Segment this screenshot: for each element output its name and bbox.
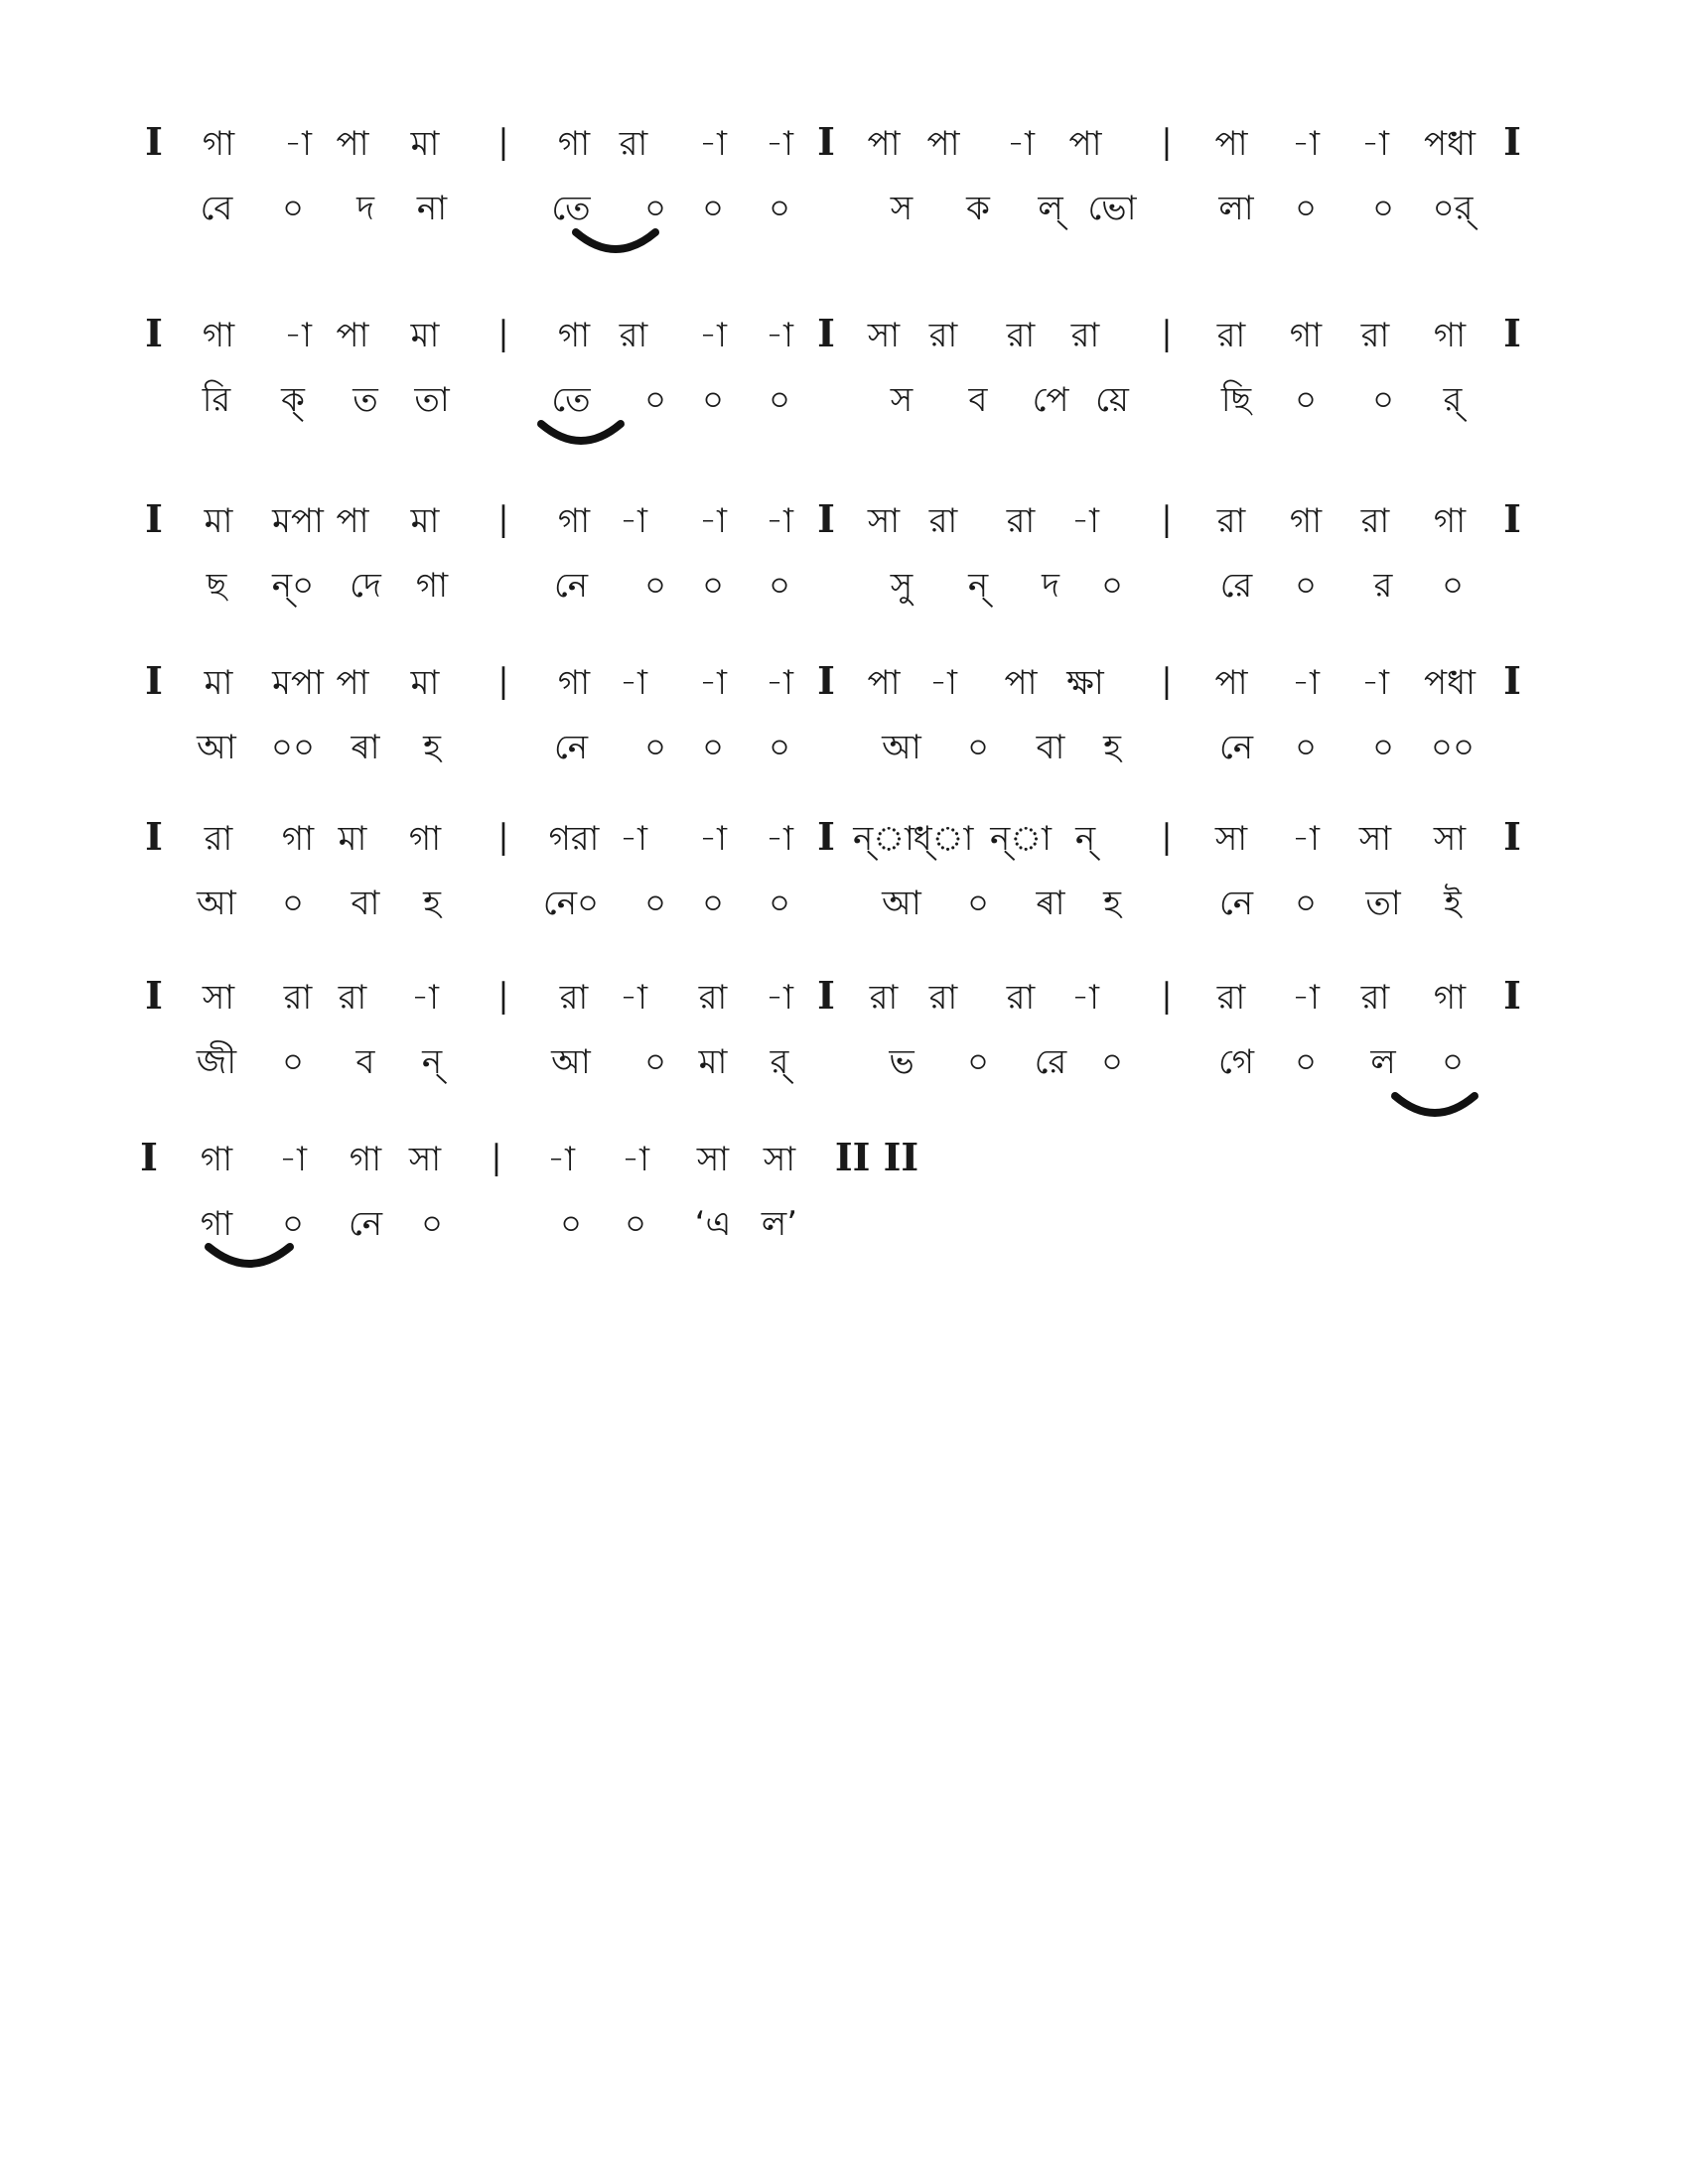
lyric-syllable: ০ (643, 1042, 667, 1082)
swara-note: রা (559, 978, 589, 1018)
swara-note: পা (926, 124, 960, 164)
lyric-syllable: ০ (1294, 884, 1318, 923)
lyric-syllable: ০ (643, 728, 667, 767)
beat-bar: | (497, 661, 509, 701)
lyric-syllable: সু (890, 566, 914, 606)
swara-note: -া (929, 663, 957, 703)
lyric-syllable: ০ (1294, 566, 1318, 606)
lyric-syllable: ০ (768, 189, 791, 228)
division-bar: I (1503, 973, 1521, 1018)
lyric-syllable: ল্ (1038, 189, 1063, 228)
lyric-syllable: ০ (701, 884, 725, 923)
beat-bar: | (1161, 499, 1173, 539)
swara-note: ক্ষা (1066, 663, 1104, 703)
swara-note: -া (766, 501, 793, 541)
swara-note: মা (410, 501, 440, 541)
division-bar: I (1503, 496, 1521, 541)
swara-note: রা (928, 978, 958, 1018)
lyric-syllable: ০ (768, 380, 791, 420)
swara-note: -া (699, 316, 727, 355)
lyric-syllable: ন্ (967, 566, 989, 606)
division-bar: I (817, 814, 835, 859)
swara-note: রা (869, 978, 899, 1018)
lyric-syllable: ন্ (421, 1042, 443, 1082)
lyric-syllable: ০ (701, 728, 725, 767)
lyric-syllable: তা (414, 380, 450, 420)
swara-note: গা (349, 1140, 382, 1179)
lyric-syllable: ০ (281, 1204, 305, 1244)
lyric-syllable: ০ (643, 189, 667, 228)
swara-note: গা (557, 316, 591, 355)
swara-note: -া (1292, 663, 1320, 703)
swara-note: -া (1292, 819, 1320, 859)
swara-note: রা (1006, 316, 1036, 355)
lyric-syllable: হ (1103, 884, 1121, 923)
lyric-syllable: ০ (1100, 566, 1124, 606)
slur-mark (566, 226, 665, 266)
lyric-syllable: ০ (281, 884, 305, 923)
swara-note: রা (1216, 978, 1246, 1018)
beat-bar: | (1161, 976, 1173, 1016)
lyric-syllable: আ (197, 884, 236, 923)
swara-note: পা (336, 663, 369, 703)
lyric-syllable: য়ে (1095, 380, 1129, 420)
beat-bar: | (497, 817, 509, 857)
lyric-syllable: লা (1218, 189, 1254, 228)
lyric-syllable: ০ (1294, 728, 1318, 767)
lyric-syllable: ই (1444, 884, 1462, 923)
swara-note: পা (867, 124, 901, 164)
swara-note: গা (1289, 501, 1323, 541)
division-bar: I (817, 119, 835, 164)
lyric-syllable: ০ (1371, 380, 1395, 420)
lyric-syllable: দ (1042, 566, 1059, 606)
swara-note: রা (1006, 978, 1036, 1018)
lyric-syllable: গা (415, 566, 449, 606)
lyric-syllable: মা (698, 1042, 728, 1082)
lyric-syllable: ০ (966, 728, 990, 767)
swara-note: -া (622, 1140, 649, 1179)
swara-note: মা (338, 819, 367, 859)
lyric-syllable: ৰা (1036, 884, 1065, 923)
swara-note: সা (696, 1140, 730, 1179)
lyric-syllable: নে (1218, 884, 1254, 923)
swara-note: রা (1216, 501, 1246, 541)
lyric-syllable: বা (351, 884, 380, 923)
lyric-syllable: তে (551, 189, 591, 228)
lyric-syllable: ০ (1294, 189, 1318, 228)
lyric-syllable: ০ (768, 884, 791, 923)
swara-note: গা (202, 124, 235, 164)
swara-note: রা (698, 978, 728, 1018)
lyric-syllable: ০ (701, 380, 725, 420)
lyric-syllable: বা (1036, 728, 1065, 767)
lyric-syllable: হ (423, 884, 441, 923)
lyric-syllable: ক্ (281, 380, 305, 420)
beat-bar: | (491, 1138, 502, 1177)
swara-note: মা (204, 663, 233, 703)
swara-note: রা (338, 978, 367, 1018)
swara-note: -া (620, 501, 647, 541)
slur-mark (199, 1241, 300, 1281)
swara-note: মা (410, 663, 440, 703)
lyric-syllable: ০ (281, 1042, 305, 1082)
lyric-syllable: ০ (1371, 728, 1395, 767)
division-bar: I (817, 658, 835, 703)
lyric-syllable: ন্০ (271, 566, 315, 606)
lyric-syllable: না (416, 189, 448, 228)
swara-note: পা (336, 316, 369, 355)
lyric-syllable: রি (202, 380, 231, 420)
swara-note: মা (204, 501, 233, 541)
swara-note: -া (766, 663, 793, 703)
swara-note: রা (1070, 316, 1100, 355)
swara-note: -া (620, 663, 647, 703)
division-bar: I (1503, 311, 1521, 355)
swara-note: পা (867, 663, 901, 703)
division-bar: I (140, 1135, 158, 1179)
beat-bar: | (497, 976, 509, 1016)
lyric-syllable: আ (882, 728, 921, 767)
swara-note: মপা (272, 663, 324, 703)
swara-note: -া (699, 663, 727, 703)
lyric-syllable: গে (1217, 1042, 1255, 1082)
lyric-syllable: র্ (770, 1042, 789, 1082)
swara-note: -া (766, 819, 793, 859)
swara-note: -া (1007, 124, 1035, 164)
swara-note: -া (1361, 124, 1389, 164)
swara-note: রা (1006, 501, 1036, 541)
swara-note: -া (411, 978, 439, 1018)
swara-note: -া (279, 1140, 307, 1179)
swara-note: রা (204, 819, 233, 859)
swara-note: -া (547, 1140, 575, 1179)
lyric-syllable: ০০ (1430, 728, 1476, 767)
lyric-syllable: দ (356, 189, 374, 228)
lyric-syllable: ০০ (270, 728, 316, 767)
lyric-syllable: আ (551, 1042, 591, 1082)
lyric-syllable: আ (882, 884, 921, 923)
swara-note: পা (1214, 124, 1248, 164)
swara-note: -া (1071, 978, 1099, 1018)
lyric-syllable: নে (553, 566, 589, 606)
lyric-syllable: ০ (1100, 1042, 1124, 1082)
swara-note: -া (699, 819, 727, 859)
lyric-syllable: ০ (768, 566, 791, 606)
lyric-syllable: স (890, 189, 914, 228)
division-bar: I (1503, 658, 1521, 703)
lyric-syllable: স (890, 380, 914, 420)
swara-note: পা (1068, 124, 1102, 164)
beat-bar: | (497, 499, 509, 539)
lyric-syllable: ০ (1441, 566, 1465, 606)
swara-note: রা (1360, 978, 1390, 1018)
lyric-syllable: জী (196, 1042, 237, 1082)
swara-note: গা (408, 819, 442, 859)
swara-note: গরা (548, 819, 600, 859)
swara-note: -া (766, 124, 793, 164)
swara-note: রা (619, 316, 648, 355)
lyric-syllable: ০ (1371, 189, 1395, 228)
division-bar: I (817, 496, 835, 541)
lyric-syllable: ০ (966, 1042, 990, 1082)
swara-note: -া (1071, 501, 1099, 541)
swara-note: ধ্া (913, 819, 974, 859)
swara-note: সা (408, 1140, 442, 1179)
swara-note: মপা (272, 501, 324, 541)
lyric-syllable: ল’ (761, 1204, 798, 1244)
lyric-syllable: ক (966, 189, 990, 228)
swara-note: -া (620, 978, 647, 1018)
lyric-syllable: ০ (624, 1204, 647, 1244)
swara-note: পধা (1424, 124, 1476, 164)
lyric-syllable: ০ (643, 884, 667, 923)
lyric-syllable: রে (1034, 1042, 1067, 1082)
lyric-syllable: পে (1032, 380, 1069, 420)
swara-note: পা (1004, 663, 1038, 703)
end-mark: II II (834, 1135, 919, 1179)
swara-note: -া (1292, 124, 1320, 164)
slur-mark (1385, 1090, 1484, 1130)
lyric-syllable: ০ (966, 884, 990, 923)
swara-note: -া (766, 316, 793, 355)
lyric-syllable: র (1373, 566, 1393, 606)
division-bar: I (145, 311, 163, 355)
beat-bar: | (1161, 661, 1173, 701)
lyric-syllable: দে (350, 566, 381, 606)
lyric-syllable: ০ (1441, 1042, 1465, 1082)
swara-note: -া (284, 124, 312, 164)
swara-note: -া (1361, 663, 1389, 703)
lyric-syllable: ৰা (351, 728, 380, 767)
lyric-syllable: ব (355, 1042, 375, 1082)
lyric-syllable: ভ (889, 1042, 914, 1082)
division-bar: I (1503, 814, 1521, 859)
lyric-syllable: ছি (1220, 380, 1252, 420)
swara-note: গা (1433, 316, 1467, 355)
swara-note: -া (284, 316, 312, 355)
lyric-syllable: ০ (701, 566, 725, 606)
swara-note: রা (1360, 316, 1390, 355)
division-bar: I (145, 496, 163, 541)
lyric-syllable: ব (968, 380, 988, 420)
lyric-syllable: ০ (1294, 1042, 1318, 1082)
slur-mark (531, 418, 631, 458)
swara-note: গা (557, 501, 591, 541)
lyric-syllable: ছ (206, 566, 227, 606)
lyric-syllable: আ (197, 728, 236, 767)
beat-bar: | (497, 122, 509, 162)
lyric-syllable: হ (1103, 728, 1121, 767)
swara-note: গা (557, 124, 591, 164)
lyric-syllable: ত (352, 380, 378, 420)
lyric-syllable: হ (423, 728, 441, 767)
swara-note: রা (283, 978, 313, 1018)
beat-bar: | (1161, 314, 1173, 353)
swara-note: সা (1433, 819, 1467, 859)
lyric-syllable: ০ (420, 1204, 444, 1244)
swara-note: পা (336, 124, 369, 164)
swara-note: গা (202, 316, 235, 355)
swara-note: সা (202, 978, 235, 1018)
lyric-syllable: ০ (643, 380, 667, 420)
swara-note: রা (619, 124, 648, 164)
swara-note: পধা (1424, 663, 1476, 703)
lyric-syllable: তা (1365, 884, 1401, 923)
swara-note: মা (410, 124, 440, 164)
division-bar: I (145, 973, 163, 1018)
beat-bar: | (497, 314, 509, 353)
swara-note: পা (1214, 663, 1248, 703)
lyric-syllable: নে (1218, 728, 1254, 767)
lyric-syllable: ০ (281, 189, 305, 228)
lyric-syllable: গা (200, 1204, 233, 1244)
swara-note: ন্া (990, 819, 1052, 859)
lyric-syllable: রে (1219, 566, 1253, 606)
lyric-syllable: ০ (768, 728, 791, 767)
lyric-syllable: ‘এ (694, 1204, 732, 1244)
lyric-syllable: নে০ (542, 884, 600, 923)
lyric-syllable: ০ (1294, 380, 1318, 420)
lyric-syllable: ০র্ (1432, 189, 1474, 228)
lyric-syllable: র্ (1443, 380, 1463, 420)
division-bar: I (145, 814, 163, 859)
swara-note: পা (336, 501, 369, 541)
lyric-syllable: নে (553, 728, 589, 767)
lyric-syllable: ল (1370, 1042, 1396, 1082)
swara-note: গা (557, 663, 591, 703)
swara-note: রা (1360, 501, 1390, 541)
swara-note: রা (928, 501, 958, 541)
swara-note: ন্ (1074, 819, 1096, 859)
swara-note: সা (763, 1140, 796, 1179)
swara-note: গা (1433, 978, 1467, 1018)
swara-note: সা (867, 501, 901, 541)
division-bar: I (817, 973, 835, 1018)
swara-note: -া (620, 819, 647, 859)
lyric-syllable: ০ (643, 566, 667, 606)
swara-note: -া (699, 124, 727, 164)
division-bar: I (145, 658, 163, 703)
lyric-syllable: নে (348, 1204, 383, 1244)
swara-note: সা (1214, 819, 1248, 859)
swara-note: সা (1358, 819, 1392, 859)
swara-note: রা (1216, 316, 1246, 355)
swara-note: ন্া (853, 819, 914, 859)
swara-note: -া (699, 501, 727, 541)
division-bar: I (817, 311, 835, 355)
lyric-syllable: ০ (701, 189, 725, 228)
beat-bar: | (1161, 122, 1173, 162)
division-bar: I (145, 119, 163, 164)
lyric-syllable: বে (200, 189, 233, 228)
division-bar: I (1503, 119, 1521, 164)
lyric-syllable: তে (551, 380, 591, 420)
swara-note: -া (766, 978, 793, 1018)
swara-note: রা (928, 316, 958, 355)
swara-note: গা (1433, 501, 1467, 541)
swara-note: সা (867, 316, 901, 355)
swara-note: -া (1292, 978, 1320, 1018)
lyric-syllable: ০ (559, 1204, 583, 1244)
beat-bar: | (1161, 817, 1173, 857)
swara-note: গা (1289, 316, 1323, 355)
lyric-syllable: ভো (1087, 189, 1137, 228)
swara-note: গা (281, 819, 315, 859)
swara-note: গা (200, 1140, 233, 1179)
swara-note: মা (410, 316, 440, 355)
